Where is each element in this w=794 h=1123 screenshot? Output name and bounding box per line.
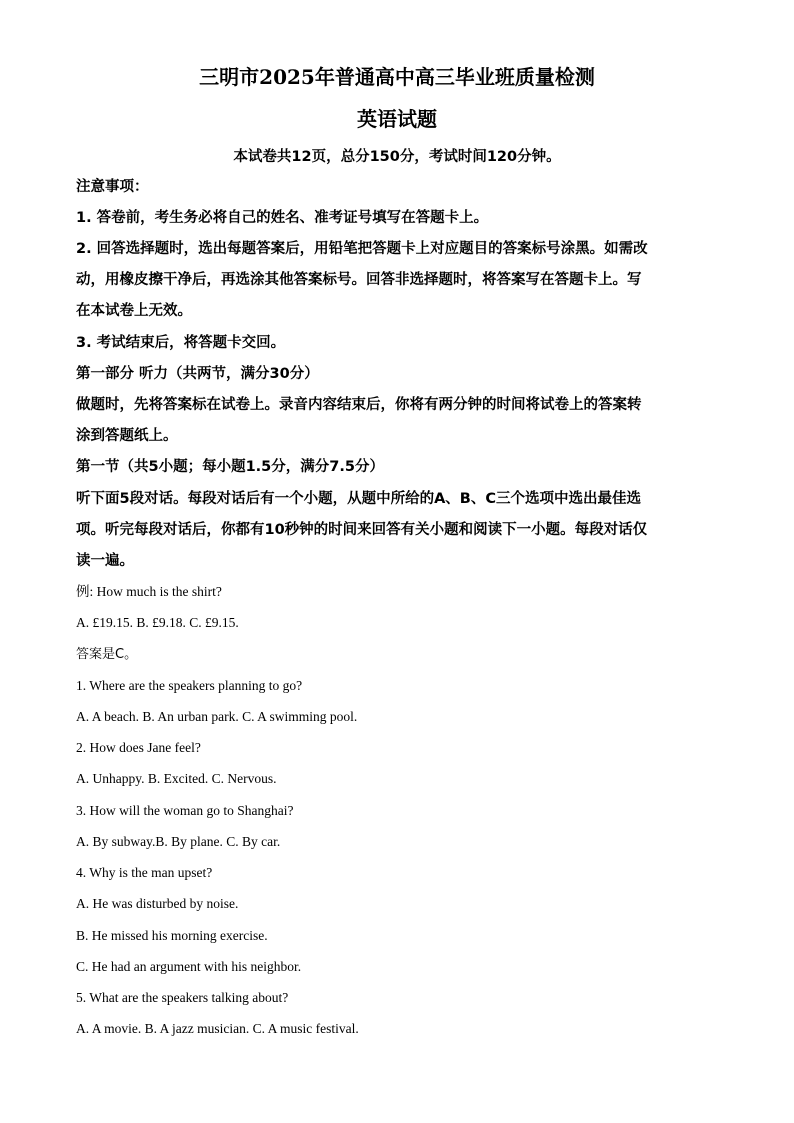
question-2-options: A. Unhappy. B. Excited. C. Nervous. xyxy=(76,771,277,786)
question-3-options: A. By subway.B. By plane. C. By car. xyxy=(76,834,281,849)
part1-heading: 第一部分 听力（共两节，满分30分） xyxy=(76,366,319,382)
notice-item-2-line-3: 在本试卷上无效。 xyxy=(76,303,192,319)
part1-instruction-line-1: 做题时，先将答案标在试卷上。录音内容结束后，你将有两分钟的时间将试卷上的答案转 xyxy=(76,397,642,413)
question-4: 4. Why is the man upset? xyxy=(76,865,213,880)
notice-item-2-line-2: 动，用橡皮擦干净后，再选涂其他答案标号。回答非选择题时，将答案写在答题卡上。写 xyxy=(76,272,642,288)
section1-instruction-line-3: 读一遍。 xyxy=(76,553,134,569)
question-3: 3. How will the woman go to Shanghai? xyxy=(76,803,294,818)
section1-instruction-line-1: 听下面5段对话。每段对话后有一个小题，从题中所给的A、B、C三个选项中选出最佳选 xyxy=(76,491,642,507)
example-question: 例: How much is the shirt? xyxy=(76,584,222,599)
question-2: 2. How does Jane feel? xyxy=(76,740,201,755)
exam-title: 三明市2025年普通高中高三毕业班质量检测 xyxy=(199,65,595,89)
question-1: 1. Where are the speakers planning to go? xyxy=(76,678,303,693)
question-4-option-c: C. He had an argument with his neighbor. xyxy=(76,959,302,974)
question-5: 5. What are the speakers talking about? xyxy=(76,990,289,1005)
part1-instruction-line-2: 涂到答题纸上。 xyxy=(76,428,178,444)
example-options: A. £19.15. B. £9.18. C. £9.15. xyxy=(76,615,239,630)
notice-item-2-line-1: 2. 回答选择题时，选出每题答案后，用铅笔把答题卡上对应题目的答案标号涂黑。如需改 xyxy=(76,241,648,257)
section1-instruction-line-2: 项。听完每段对话后，你都有10秒钟的时间来回答有关小题和阅读下一小题。每段对话仅 xyxy=(76,522,648,538)
section1-heading: 第一节（共5小题；每小题1.5分，满分7.5分） xyxy=(76,459,384,475)
example-answer: 答案是C。 xyxy=(76,647,138,662)
notice-item-1: 1. 答卷前，考生务必将自己的姓名、准考证号填写在答题卡上。 xyxy=(76,210,489,226)
exam-info: 本试卷共12页，总分150分，考试时间120分钟。 xyxy=(233,149,561,165)
exam-subject: 英语试题 xyxy=(357,107,437,131)
notice-item-3: 3. 考试结束后，将答题卡交回。 xyxy=(76,335,286,351)
question-4-option-a: A. He was disturbed by noise. xyxy=(76,896,239,911)
question-1-options: A. A beach. B. An urban park. C. A swimming pool. xyxy=(76,709,358,724)
notice-heading: 注意事项： xyxy=(76,179,149,195)
question-5-options: A. A movie. B. A jazz musician. C. A music festival. xyxy=(76,1021,359,1036)
question-4-option-b: B. He missed his morning exercise. xyxy=(76,928,268,943)
